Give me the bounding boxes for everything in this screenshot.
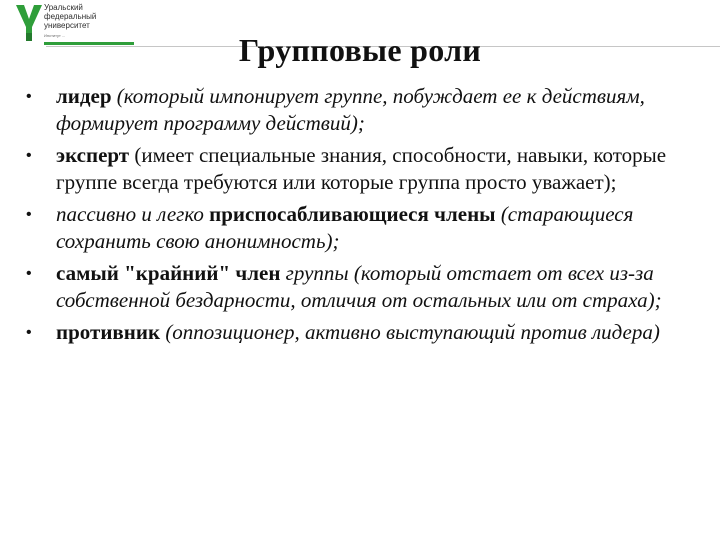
role-text-segment: (который импонирует группе, побуждает ее к действиям, формирует программу действий);	[56, 84, 645, 135]
role-text-segment: (старающиеся сохранить свою анонимность);	[56, 202, 634, 253]
role-text-segment: (оппозиционер, активно выступающий против лидера)	[160, 320, 660, 344]
role-text-segment: эксперт	[56, 143, 130, 167]
role-list-item	[26, 83, 706, 137]
bullet-icon: •	[26, 206, 32, 223]
role-list-item	[26, 260, 706, 314]
slide-title: Групповые роли	[238, 32, 482, 68]
role-text-segment: приспосабливающиеся члены	[209, 202, 496, 226]
university-name-line: федеральный	[44, 12, 97, 21]
bullet-icon: •	[26, 265, 32, 282]
university-name-line: Уральский	[44, 3, 83, 12]
role-text-segment: самый "крайний" член	[56, 261, 281, 285]
institute-name: Институт ...	[44, 33, 66, 38]
roles-list	[26, 83, 706, 351]
role-list-item	[26, 319, 706, 346]
bullet-icon: •	[26, 147, 32, 164]
role-list-item	[26, 142, 706, 196]
role-text-segment: (имеет специальные знания, способности, навыки, которые группе всегда требуются или которые группа просто уважает);	[56, 143, 667, 194]
role-list-item	[26, 201, 706, 255]
bullet-icon: •	[26, 88, 32, 105]
university-name-line: университет	[44, 21, 90, 30]
bullet-icon: •	[26, 324, 32, 341]
role-text-segment: лидер	[56, 84, 112, 108]
role-text-segment: противник	[56, 320, 161, 344]
role-text-segment: группы (который отстает от всех из-за собственной бездарности, отличия от остальных или от страха);	[56, 261, 662, 312]
role-text-segment: пассивно и легко	[56, 202, 210, 226]
